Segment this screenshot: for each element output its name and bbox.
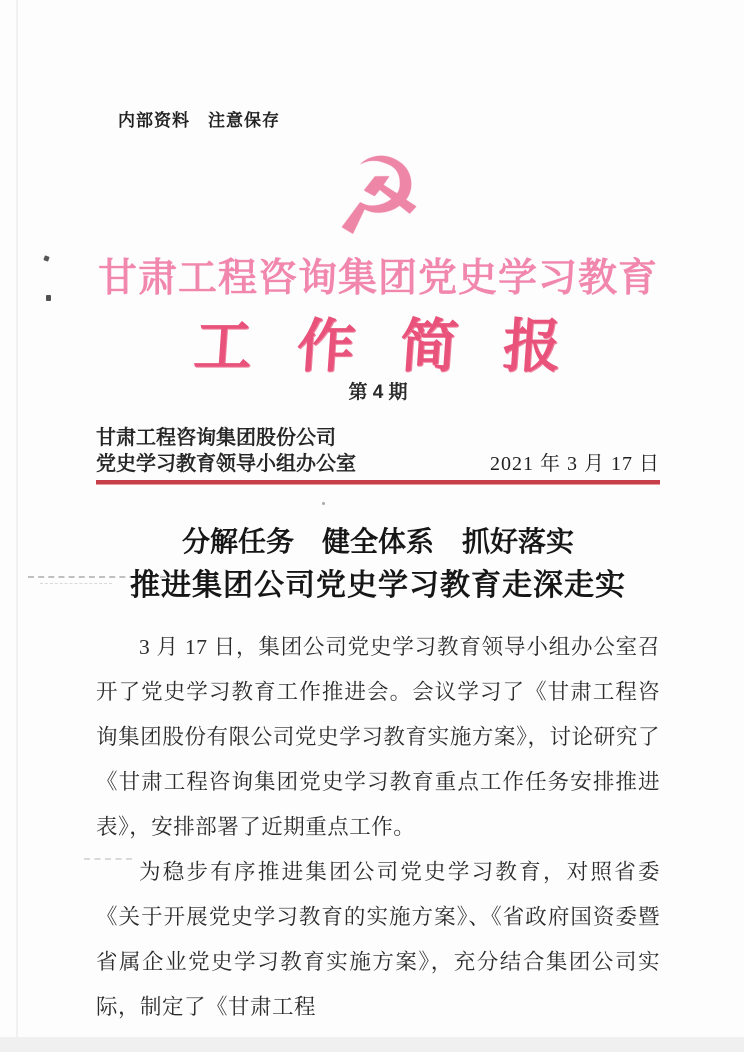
article-headline (96, 521, 660, 609)
masthead-red-rule (96, 480, 660, 485)
masthead-emblem-row (96, 131, 660, 261)
bulletin-title: 工作简报 (191, 314, 609, 379)
masthead-org-title: 甘肃工程咨询集团党史学习教育 (97, 257, 658, 300)
scan-bottom-shadow (0, 1037, 744, 1052)
issue-number: 第 4 期 (348, 382, 408, 403)
classification-notice: 内部资料 注意保存 (118, 111, 280, 130)
headline-line2: 推进集团公司党史学习教育走深走实 (130, 569, 626, 602)
article-body (96, 625, 660, 1030)
issue-date: 2021 年 3 月 17 日 (490, 453, 660, 475)
issuing-org (96, 425, 356, 477)
party-emblem-icon: ☭ (327, 131, 429, 261)
issuing-org-line1: 甘肃工程咨询集团股份公司 (96, 427, 336, 449)
article-paragraph: 为稳步有序推进集团公司党史学习教育，对照省委《关于开展党史学习教育的实施方案》、《省政府国资委暨省属企业党史学习教育实施方案》，充分结合集团公司实际，制定了《甘肃工程 (96, 860, 660, 1019)
article-paragraph: 3 月 17 日，集团公司党史学习教育领导小组办公室召开了党史学习教育工作推进会。会议学习了《甘肃工程咨询集团股份有限公司党史学习教育实施方案》，讨论研究了《甘肃工程咨询集团党史学习教育重点工作任务安排推进表》，安排部署了近期重点工作。 (96, 635, 660, 839)
bulletin-title-row (96, 315, 660, 379)
headline-line1: 分解任务 健全体系 抓好落实 (181, 526, 574, 557)
issuing-org-line2: 党史学习教育领导小组办公室 (96, 453, 356, 475)
issuing-info-row (96, 425, 660, 477)
